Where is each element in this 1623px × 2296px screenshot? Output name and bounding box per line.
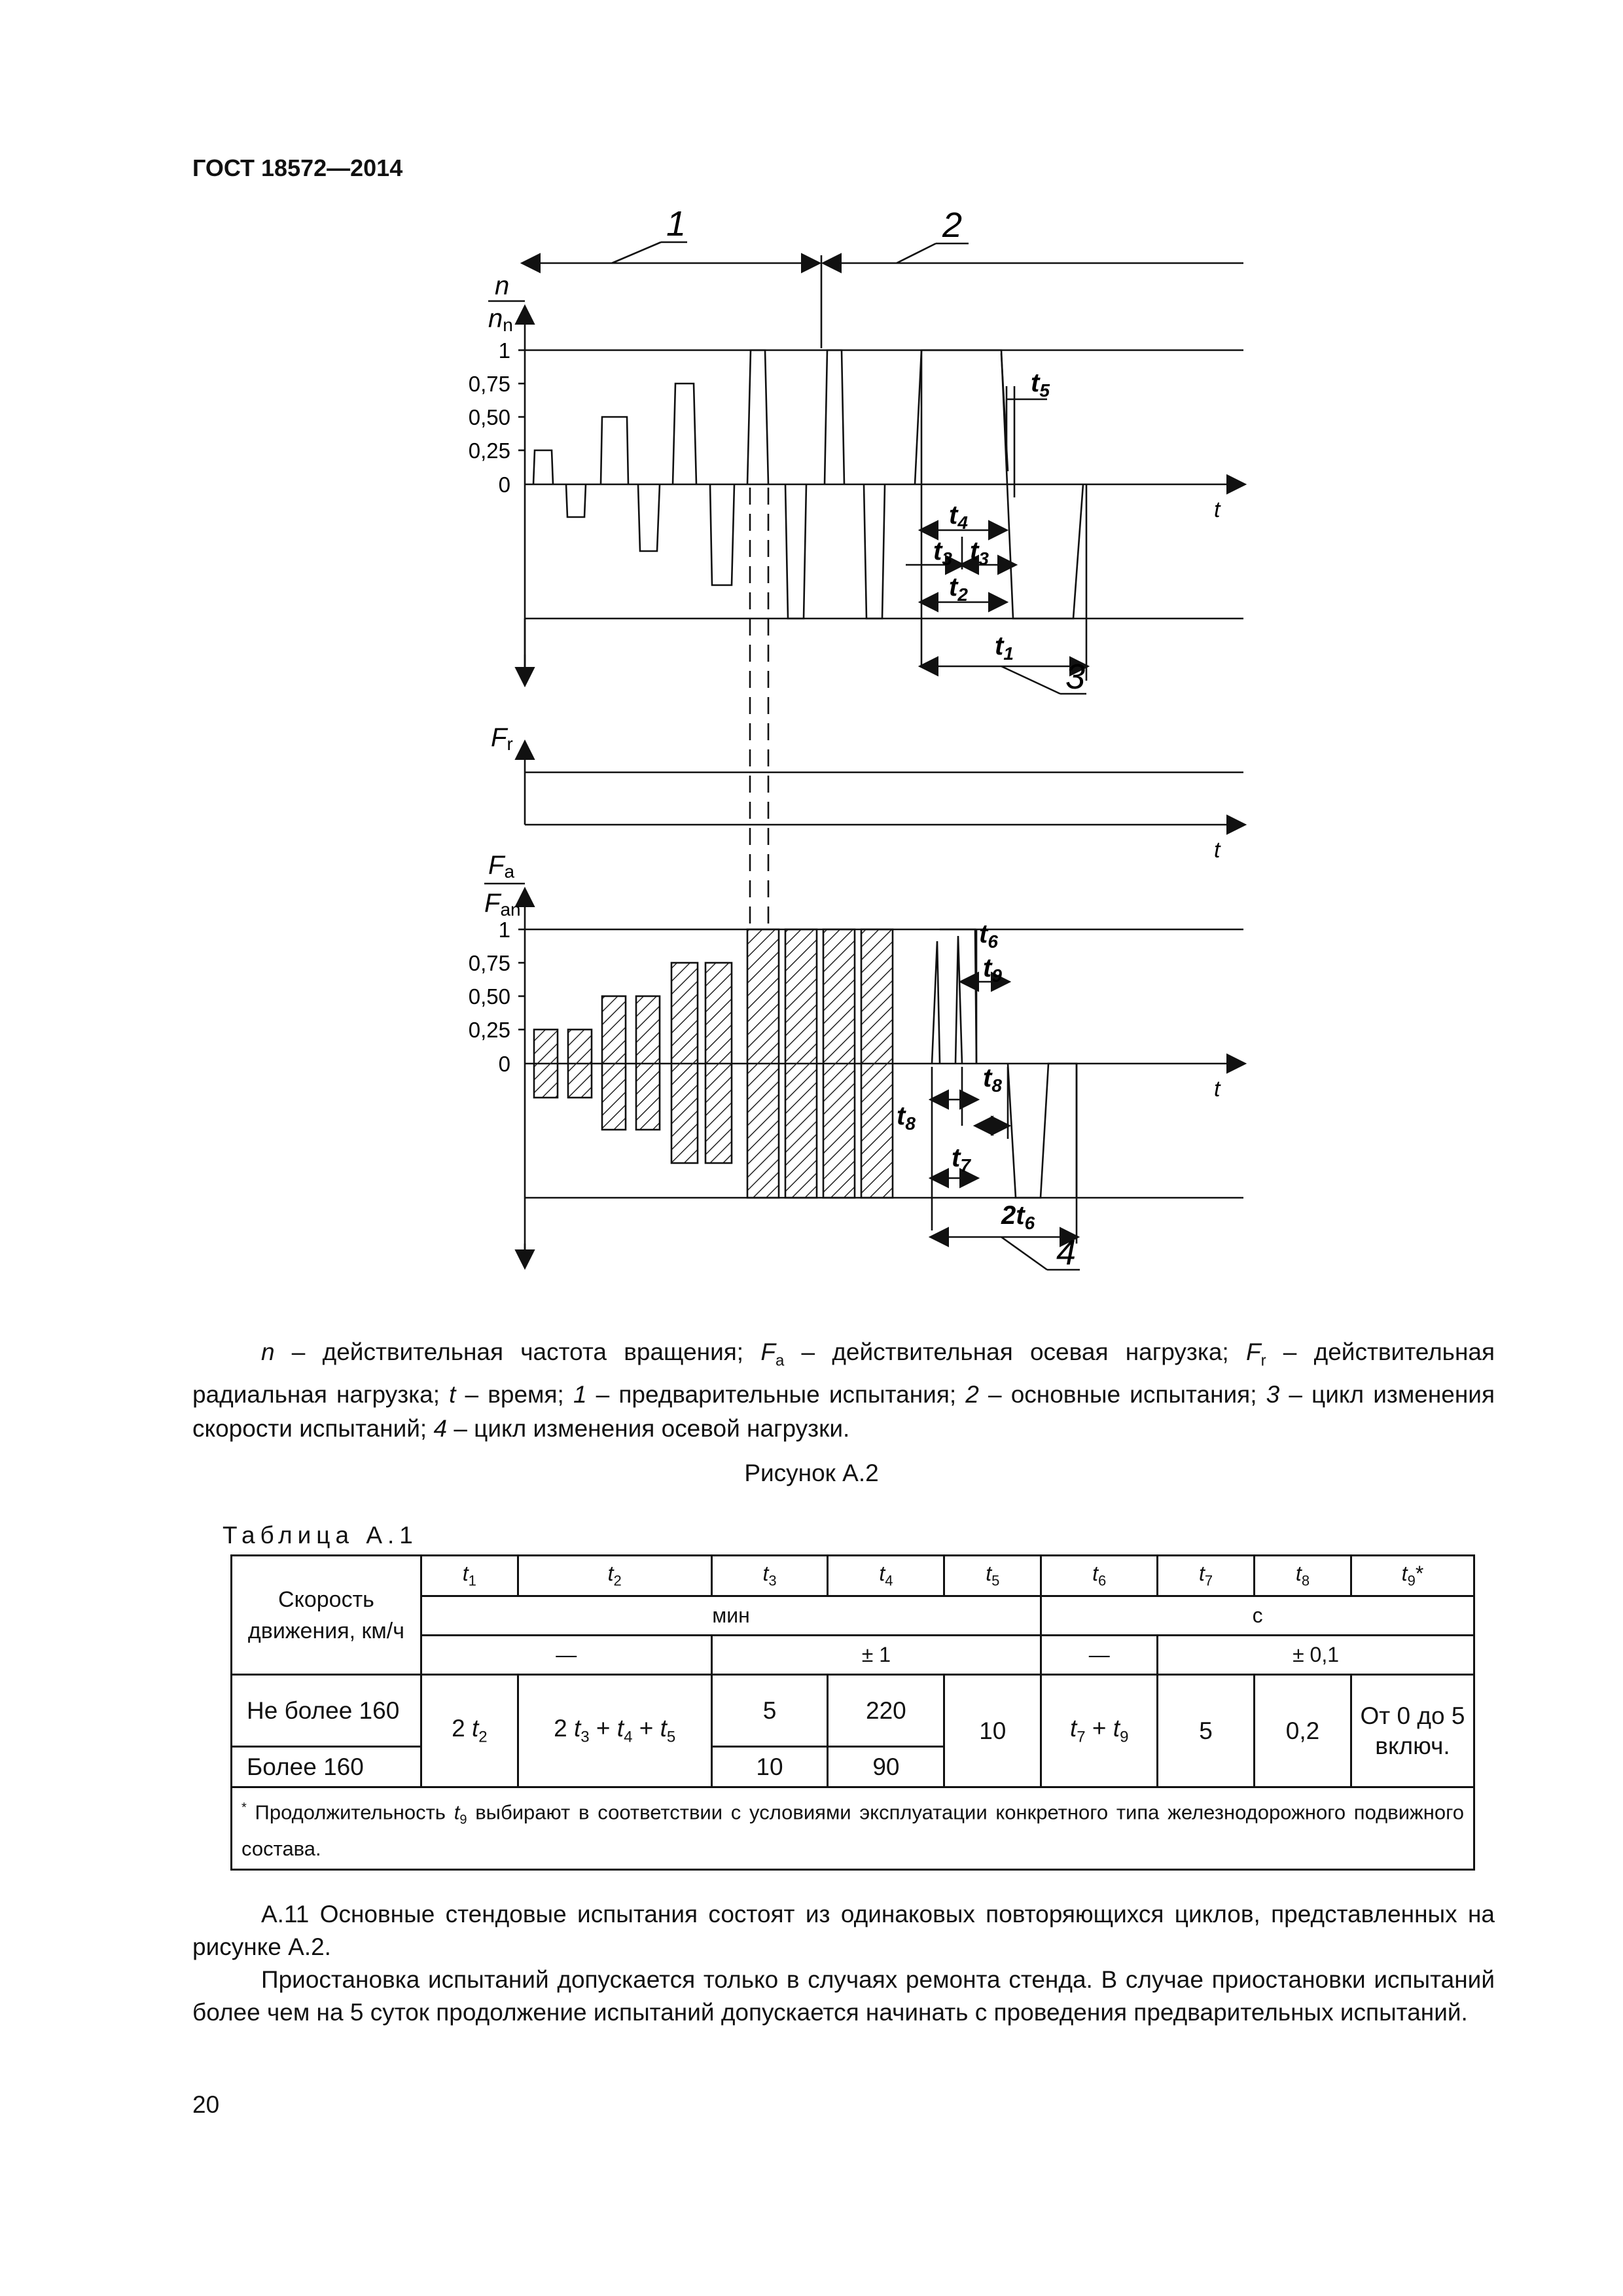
unit-min: мин [421,1596,1041,1636]
unit-s: с [1041,1596,1474,1636]
col-header-t8: $t_8$ [1255,1556,1351,1596]
cell-t2: 2 $t_3 + t_4 + t_5$ [518,1675,711,1787]
tolerance-dash-1: — [421,1636,711,1675]
cell-t8: 0,2 [1255,1675,1351,1787]
paragraph-suspension: Приостановка испытаний допускается только в случаях ремонта стенда. В случае приостановки испытаний более чем на 5 суток продолжение испытаний допускается начинать с проведения предварительных испытаний. [192,1966,1495,2026]
label-t4: $t_4$ [949,501,968,533]
label-t3-second: $t_3$ [970,537,989,569]
callout-4: 4 [1056,1233,1077,1272]
table-footnote: * Продолжительность $t_9$ выбирают в соответствии с условиями эксплуатации конкретного типа железнодорожного подвижного состава. [232,1787,1474,1870]
top-y-label-num: n [495,272,510,300]
top-y-label-den: nn [488,304,513,335]
top-y-tick: 0,25 [468,439,510,463]
label-t3: $t_3$ [933,537,952,569]
col-header-t3: $t_3$ [711,1556,828,1596]
document-header: ГОСТ 18572—2014 [192,154,403,181]
col-header-t2: $t_2$ [518,1556,711,1596]
bottom-y-label-num: Fa [488,851,515,882]
cell-t6: $t_7 + t_9$ [1041,1675,1158,1787]
label-t1: $t_1$ [995,632,1014,664]
cell-t1: 2 $t_2$ [421,1675,518,1787]
top-y-tick: 0 [498,473,510,497]
label-t5: $t_5$ [1031,368,1050,401]
col-header-t1: $t_1$ [421,1556,518,1596]
bottom-y-tick: 0,50 [468,984,510,1009]
callout-2: 2 [942,206,963,245]
col-header-t6: $t_6$ [1041,1556,1158,1596]
label-t6: $t_6$ [979,920,998,952]
bottom-y-tick: 0,25 [468,1018,510,1042]
page-number: 20 [192,2091,220,2118]
label-t8-left: $t_8$ [897,1102,916,1134]
speed-header: Скорость движения, км/ч [232,1556,421,1675]
bottom-y-tick: 1 [498,918,510,942]
label-t9: $t_9$ [983,954,1002,986]
col-header-t9: $t_9*$ [1351,1556,1474,1596]
figure-a2 [445,196,1257,1309]
row1-speed: Не более 160 [232,1675,421,1747]
bottom-x-label: t [1214,1077,1221,1102]
cell-t5: 10 [944,1675,1041,1787]
timing-table [230,1554,1475,1871]
col-header-t4: $t_4$ [828,1556,944,1596]
callout-3: 3 [1065,657,1086,696]
row1-t4: 220 [828,1675,944,1747]
cell-t7: 5 [1158,1675,1255,1787]
top-y-tick: 0,50 [468,405,510,429]
figure-title: Рисунок А.2 [744,1460,879,1486]
col-header-t7: $t_7$ [1158,1556,1255,1596]
table-label: Таблица А.1 [223,1522,418,1549]
paragraph-a11: А.11 Основные стендовые испытания состоят из одинаковых повторяющихся циклов, представленных на рисунке А.2. [192,1901,1495,1960]
row2-speed: Более 160 [232,1747,421,1787]
mid-x-label: t [1214,838,1221,863]
figure-legend: n – действительная частота вращения; $F_a$ – действительная осевая нагрузка; $F_r$ – действительная радиальная нагрузка; t – время; 1 – предварительные испытания; 2 – основные испытания; 3 – цикл изменения скорости испытаний; 4 – цикл изменения осевой нагрузки. [192,1338,1495,1443]
label-t2: $t_2$ [949,573,968,605]
label-2t6: $2t_6$ [1001,1201,1035,1233]
mid-y-label: Fr [491,723,513,754]
tolerance-pm-1: ± 1 [711,1636,1041,1675]
bottom-y-tick: 0,75 [468,951,510,975]
row2-t3: 10 [711,1747,828,1787]
col-header-t5: $t_5$ [944,1556,1041,1596]
callout-1: 1 [666,204,687,243]
label-t8: $t_8$ [983,1064,1002,1096]
bottom-y-label-den: Fan [484,889,521,920]
cell-t9: От 0 до 5 включ. [1351,1675,1474,1787]
tolerance-dash-2: — [1041,1636,1158,1675]
bottom-y-tick: 0 [498,1052,510,1076]
top-y-tick: 0,75 [468,372,510,396]
top-y-tick: 1 [498,338,510,363]
tolerance-pm-01: ± 0,1 [1158,1636,1474,1675]
top-x-label: t [1214,497,1221,522]
label-t7: $t_7$ [952,1143,971,1175]
row2-t4: 90 [828,1747,944,1787]
row1-t3: 5 [711,1675,828,1747]
